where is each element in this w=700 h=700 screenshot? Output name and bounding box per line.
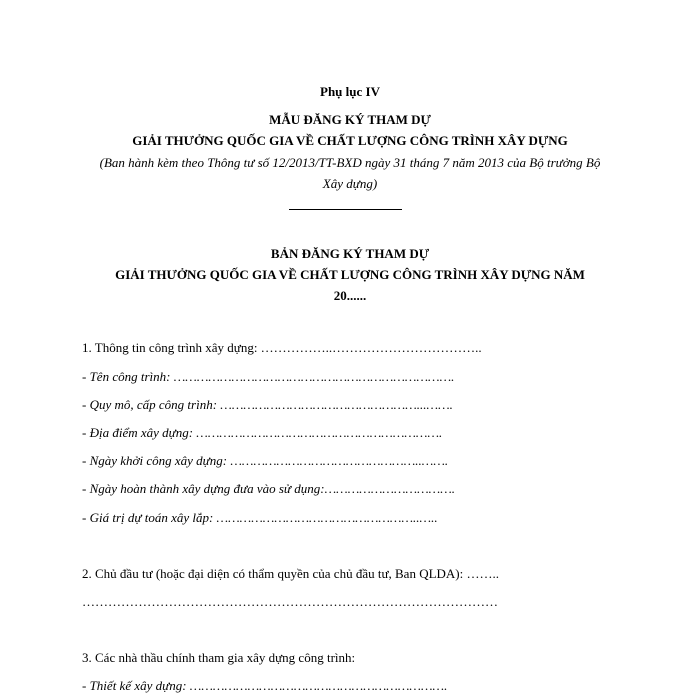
- section-2-continuation: ……………………………………………………………………………………: [82, 594, 498, 609]
- completion-date-field: - Ngày hoàn thành xây dựng đưa vào sử dụng:…………………………….: [82, 481, 456, 496]
- form-title: MẪU ĐĂNG KÝ THAM DỰ: [269, 112, 431, 127]
- section-1-heading: 1. Thông tin công trình xây dựng: ……………..……………………………..: [82, 340, 482, 355]
- design-contractor-field: - Thiết kế xây dựng: ………………………………………………………….: [82, 678, 448, 693]
- award-title: GIẢI THƯỞNG QUỐC GIA VỀ CHẤT LƯỢNG CÔNG TRÌNH XÂY DỰNG: [132, 133, 568, 148]
- section-2-heading: 2. Chủ đầu tư (hoặc đại diện có thẩm quyền của chủ đầu tư, Ban QLDA): ……..: [82, 566, 499, 581]
- project-name-field: - Tên công trình: ……………………………………………………………….: [82, 369, 455, 384]
- section-3-heading: 3. Các nhà thầu chính tham gia xây dựng công trình:: [82, 650, 356, 665]
- issued-by-line-1: (Ban hành kèm theo Thông tư số 12/2013/TT-BXD ngày 31 tháng 7 năm 2013 của Bộ trưởng Bộ: [99, 155, 601, 170]
- project-scale-field: - Quy mô, cấp công trình: ……………………………………………...…….: [82, 397, 453, 412]
- project-location-field: - Địa điểm xây dựng: ……………………………………………………….: [82, 425, 443, 440]
- estimate-value-field: - Giá trị dự toán xây lắp: ……………………………………………..…..: [82, 510, 438, 525]
- registration-title: BẢN ĐĂNG KÝ THAM DỰ: [270, 246, 430, 261]
- divider: [289, 209, 402, 210]
- registration-year: 20......: [333, 288, 367, 303]
- issued-by-line-2: Xây dựng): [322, 176, 378, 191]
- registration-award-line: GIẢI THƯỞNG QUỐC GIA VỀ CHẤT LƯỢNG CÔNG TRÌNH XÂY DỰNG NĂM: [115, 267, 585, 282]
- appendix-label: Phụ lục IV: [320, 84, 380, 99]
- start-date-field: - Ngày khởi công xây dựng: …………………………………………..…….: [82, 453, 449, 468]
